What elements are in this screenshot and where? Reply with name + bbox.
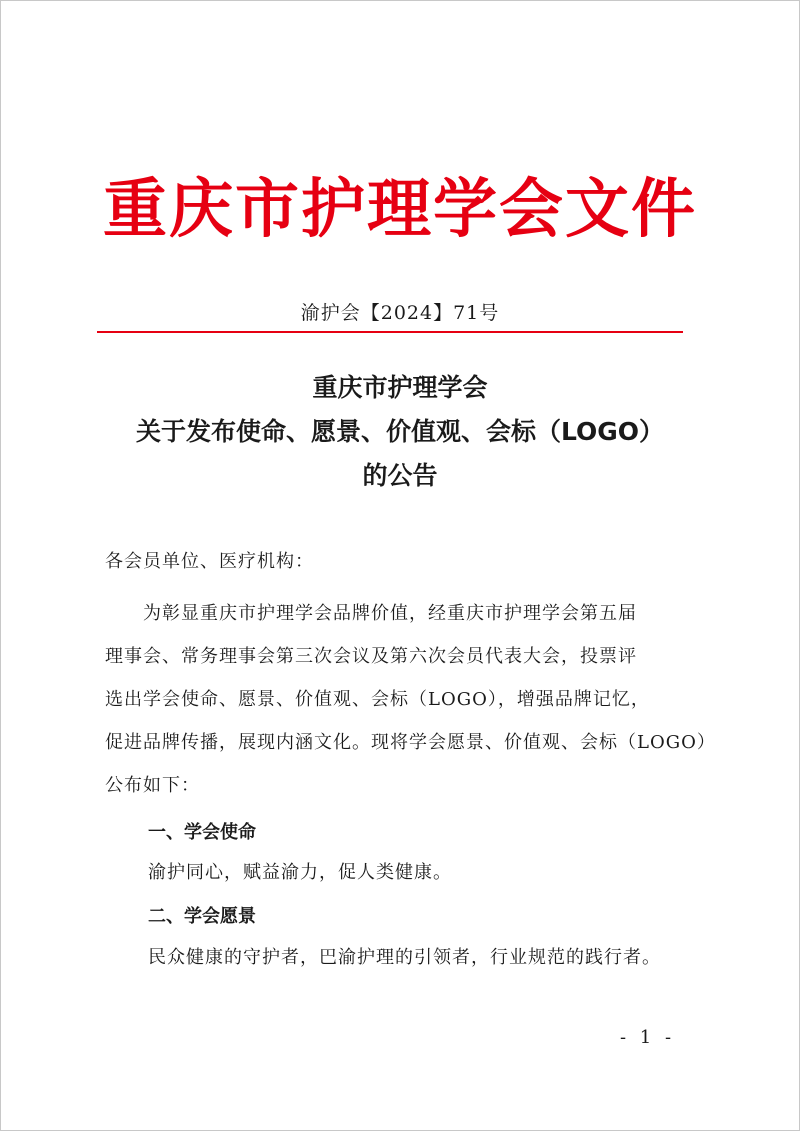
body-line: 选出学会使命、愿景、价值观、会标（LOGO），增强品牌记忆， <box>105 689 650 710</box>
document-number: 渝护会【2024】71号 <box>300 302 500 324</box>
announcement-title <box>0 366 800 498</box>
body-line: 促进品牌传播，展现内涵文化。现将学会愿景、价值观、会标（LOGO） <box>105 732 716 753</box>
title-line-1: 重庆市护理学会 <box>312 373 488 402</box>
body-line: 公布如下： <box>105 775 200 796</box>
body-line: 为彰显重庆市护理学会品牌价值，经重庆市护理学会第五届 <box>105 603 637 624</box>
body-line: 理事会、常务理事会第三次会议及第六次会员代表大会，投票评 <box>105 646 637 667</box>
title-line-3: 的公告 <box>362 461 438 490</box>
section-text-mission: 渝护同心，赋益渝力，促人类健康。 <box>148 862 452 883</box>
section-heading-mission: 一、学会使命 <box>148 822 256 843</box>
body-paragraph <box>105 592 716 807</box>
section-text-vision: 民众健康的守护者，巴渝护理的引领者，行业规范的践行者。 <box>148 947 661 968</box>
red-divider-line <box>97 331 683 333</box>
salutation: 各会员单位、医疗机构： <box>105 551 314 572</box>
title-line-2: 关于发布使命、愿景、价值观、会标（LOGO） <box>135 417 665 446</box>
section-heading-vision: 二、学会愿景 <box>148 906 256 927</box>
page-number: - 1 - <box>620 1027 676 1048</box>
masthead-title: 重庆市护理学会文件 <box>103 173 697 247</box>
